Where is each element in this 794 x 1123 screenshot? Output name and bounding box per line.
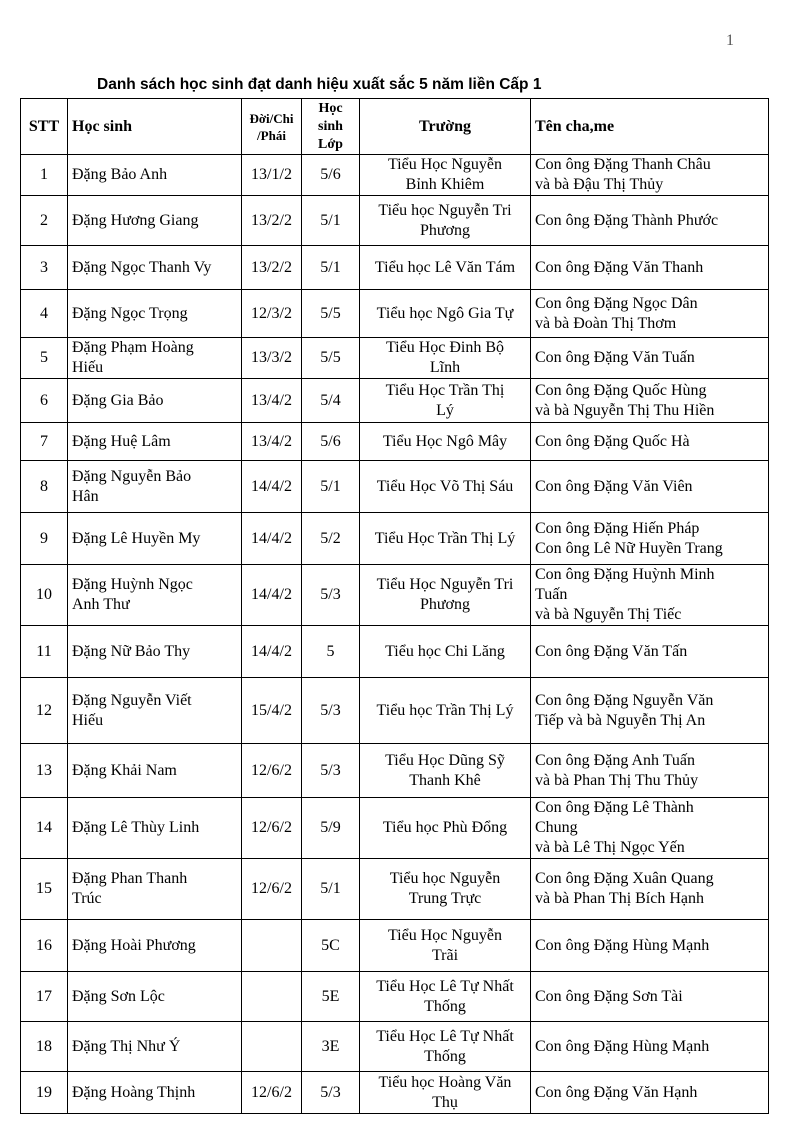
row-school: Tiểu Học Trần Thị Lý bbox=[374, 529, 516, 547]
row-grade-cell bbox=[302, 744, 360, 798]
header-grade bbox=[302, 99, 360, 155]
row-dob-cell bbox=[242, 423, 302, 461]
row-stt-cell bbox=[21, 678, 68, 744]
row-grade: 5/6 bbox=[320, 166, 341, 183]
table-row bbox=[21, 678, 769, 744]
page-number: 1 bbox=[726, 32, 734, 49]
row-dob: 13/4/2 bbox=[251, 432, 292, 450]
row-parents: Con ông Đặng Anh Tuấn và bà Phan Thị Thu Thủy bbox=[535, 751, 699, 789]
row-parents: Con ông Đặng Văn Thanh bbox=[535, 258, 704, 276]
row-grade: 5/1 bbox=[320, 477, 341, 495]
row-school: Tiểu học Lê Văn Tám bbox=[374, 258, 516, 276]
row-school-cell bbox=[360, 626, 531, 678]
row-parents: Con ông Đặng Huỳnh Minh Tuấn và bà Nguyễn Thị Tiếc bbox=[535, 566, 715, 623]
row-grade-cell bbox=[302, 1072, 360, 1114]
row-parents-cell bbox=[531, 513, 769, 565]
row-grade: 5E bbox=[321, 987, 340, 1005]
row-grade-cell bbox=[302, 461, 360, 513]
row-stt-cell bbox=[21, 1072, 68, 1114]
row-student-name-cell bbox=[68, 338, 242, 379]
row-student-name: Đặng Thị Như Ý bbox=[72, 1037, 181, 1055]
table-body bbox=[21, 155, 769, 1114]
row-dob: 12/6/2 bbox=[251, 819, 292, 836]
row-dob-cell bbox=[242, 920, 302, 972]
row-parents: Con ông Đặng Sơn Tài bbox=[535, 987, 683, 1005]
row-dob: 13/4/2 bbox=[251, 391, 292, 409]
row-parents: Con ông Đặng Hùng Mạnh bbox=[535, 936, 710, 954]
row-student-name-cell bbox=[68, 155, 242, 196]
row-stt-cell bbox=[21, 920, 68, 972]
table-row bbox=[21, 626, 769, 678]
row-parents: Con ông Đặng Quốc Hùng và bà Nguyễn Thị Thu Hiền bbox=[535, 381, 715, 419]
row-grade-cell bbox=[302, 798, 360, 859]
row-dob: 14/4/2 bbox=[251, 586, 292, 603]
row-school: Tiểu Học Võ Thị Sáu bbox=[376, 477, 514, 495]
row-dob: 15/4/2 bbox=[251, 701, 292, 719]
row-student-name-cell bbox=[68, 626, 242, 678]
row-dob: 12/6/2 bbox=[251, 880, 292, 897]
row-student-name-cell bbox=[68, 246, 242, 290]
row-stt: 6 bbox=[40, 391, 48, 409]
row-student-name: Đặng Huỳnh Ngọc Anh Thư bbox=[72, 576, 193, 613]
row-school-cell bbox=[360, 1072, 531, 1114]
row-school: Tiểu Học Lê Tự Nhất Thống bbox=[376, 1027, 514, 1065]
row-stt-cell bbox=[21, 565, 68, 626]
header-grade-text: Học sinh Lớp bbox=[318, 100, 343, 152]
row-parents: Con ông Đặng Thành Phước bbox=[535, 211, 719, 229]
row-school-cell bbox=[360, 744, 531, 798]
row-parents-cell bbox=[531, 290, 769, 338]
row-dob-cell bbox=[242, 155, 302, 196]
row-dob: 14/4/2 bbox=[251, 642, 292, 660]
row-student-name: Đặng Phạm Hoàng Hiếu bbox=[72, 339, 194, 376]
row-parents: Con ông Đặng Xuân Quang và bà Phan Thị Bích Hạnh bbox=[535, 870, 714, 907]
row-stt: 16 bbox=[36, 936, 52, 954]
row-dob-cell bbox=[242, 859, 302, 920]
row-stt: 14 bbox=[36, 819, 52, 836]
row-stt-cell bbox=[21, 513, 68, 565]
row-school: Tiểu Học Trần Thị Lý bbox=[385, 381, 505, 419]
document-title: Danh sách học sinh đạt danh hiệu xuất sắc 5 năm liền Cấp 1 bbox=[97, 76, 542, 93]
row-grade: 5/1 bbox=[320, 211, 341, 229]
row-student-name: Đặng Ngọc Thanh Vy bbox=[72, 258, 212, 276]
header-stt: STT bbox=[21, 99, 68, 155]
row-student-name: Đặng Lê Thùy Linh bbox=[72, 819, 200, 836]
row-dob-cell bbox=[242, 196, 302, 246]
row-grade: 5/5 bbox=[320, 349, 341, 366]
row-student-name-cell bbox=[68, 1072, 242, 1114]
row-stt-cell bbox=[21, 744, 68, 798]
row-parents: Con ông Đặng Nguyễn Văn Tiếp và bà Nguyễn Thị An bbox=[535, 691, 714, 729]
header-student: Học sinh bbox=[68, 99, 242, 155]
row-school: Tiểu Học Nguyễn Tri Phương bbox=[376, 576, 514, 613]
row-school-cell bbox=[360, 513, 531, 565]
row-student-name: Đặng Hoàng Thịnh bbox=[72, 1083, 196, 1101]
row-student-name-cell bbox=[68, 461, 242, 513]
row-dob-cell bbox=[242, 678, 302, 744]
row-stt: 4 bbox=[40, 304, 48, 322]
row-school-cell bbox=[360, 565, 531, 626]
row-stt-cell bbox=[21, 196, 68, 246]
row-school: Tiểu Học Nguyễn Bỉnh Khiêm bbox=[387, 156, 503, 193]
row-student-name-cell bbox=[68, 1022, 242, 1072]
row-parents-cell bbox=[531, 565, 769, 626]
row-student-name: Đặng Hoài Phương bbox=[72, 936, 196, 954]
row-parents-cell bbox=[531, 246, 769, 290]
row-stt: 5 bbox=[40, 349, 48, 366]
row-school: Tiểu Học Đinh Bộ Lĩnh bbox=[385, 339, 505, 376]
table-row bbox=[21, 290, 769, 338]
row-stt-cell bbox=[21, 798, 68, 859]
row-school-cell bbox=[360, 859, 531, 920]
row-stt: 18 bbox=[36, 1037, 52, 1055]
row-grade-cell bbox=[302, 859, 360, 920]
table-row bbox=[21, 859, 769, 920]
row-dob-cell bbox=[242, 290, 302, 338]
row-parents-cell bbox=[531, 461, 769, 513]
row-school-cell bbox=[360, 155, 531, 196]
row-student-name-cell bbox=[68, 859, 242, 920]
row-parents: Con ông Đặng Văn Tấn bbox=[535, 642, 688, 660]
row-grade-cell bbox=[302, 196, 360, 246]
row-dob-cell bbox=[242, 246, 302, 290]
row-school-cell bbox=[360, 1022, 531, 1072]
row-school: Tiểu học Phù Đổng bbox=[382, 819, 508, 836]
row-stt: 13 bbox=[36, 761, 52, 779]
row-stt-cell bbox=[21, 1022, 68, 1072]
row-grade-cell bbox=[302, 338, 360, 379]
row-dob-cell bbox=[242, 798, 302, 859]
row-school: Tiểu học Nguyễn Tri Phương bbox=[378, 201, 512, 239]
row-stt-cell bbox=[21, 338, 68, 379]
row-student-name-cell bbox=[68, 290, 242, 338]
row-student-name: Đặng Gia Bảo bbox=[72, 391, 164, 409]
row-grade-cell bbox=[302, 920, 360, 972]
row-parents-cell bbox=[531, 155, 769, 196]
row-stt: 11 bbox=[36, 642, 52, 660]
row-student-name: Đặng Phan Thanh Trúc bbox=[72, 870, 188, 907]
row-parents: Con ông Đặng Văn Hạnh bbox=[535, 1083, 698, 1101]
row-grade-cell bbox=[302, 678, 360, 744]
row-parents: Con ông Đặng Ngọc Dân và bà Đoàn Thị Thơm bbox=[535, 294, 698, 332]
row-student-name-cell bbox=[68, 920, 242, 972]
row-grade: 5/3 bbox=[320, 701, 341, 719]
row-grade: 5/3 bbox=[320, 1083, 341, 1101]
row-grade: 5 bbox=[326, 642, 335, 660]
row-school: Tiểu Học Lê Tự Nhất Thống bbox=[376, 977, 514, 1015]
row-school: Tiểu học Nguyễn Trung Trực bbox=[389, 870, 501, 907]
row-parents: Con ông Đặng Thanh Châu và bà Đậu Thị Thủy bbox=[535, 156, 711, 193]
row-student-name: Đặng Huệ Lâm bbox=[72, 432, 171, 450]
row-stt-cell bbox=[21, 246, 68, 290]
table-header-row bbox=[21, 99, 769, 155]
row-stt-cell bbox=[21, 379, 68, 423]
row-stt: 17 bbox=[36, 987, 52, 1005]
row-stt-cell bbox=[21, 859, 68, 920]
row-school: Tiểu Học Dũng Sỹ Thanh Khê bbox=[385, 751, 505, 789]
row-grade: 5/9 bbox=[320, 819, 341, 836]
row-stt: 19 bbox=[36, 1083, 52, 1101]
row-student-name-cell bbox=[68, 196, 242, 246]
row-student-name-cell bbox=[68, 379, 242, 423]
row-parents-cell bbox=[531, 798, 769, 859]
row-dob-cell bbox=[242, 565, 302, 626]
row-school: Tiểu học Hoàng Văn Thụ bbox=[378, 1073, 512, 1111]
row-grade-cell bbox=[302, 626, 360, 678]
row-stt: 9 bbox=[40, 529, 48, 547]
row-student-name-cell bbox=[68, 678, 242, 744]
row-grade: 3E bbox=[321, 1037, 340, 1055]
row-dob-cell bbox=[242, 626, 302, 678]
table-row bbox=[21, 1022, 769, 1072]
row-school-cell bbox=[360, 920, 531, 972]
row-dob: 13/2/2 bbox=[251, 258, 292, 276]
row-dob-cell bbox=[242, 461, 302, 513]
row-parents: Con ông Đặng Quốc Hà bbox=[535, 432, 690, 450]
row-parents-cell bbox=[531, 196, 769, 246]
row-school-cell bbox=[360, 379, 531, 423]
table-row bbox=[21, 379, 769, 423]
table-row bbox=[21, 1072, 769, 1114]
row-stt: 1 bbox=[40, 166, 48, 183]
row-dob: 12/6/2 bbox=[251, 761, 292, 779]
row-parents-cell bbox=[531, 678, 769, 744]
table-row bbox=[21, 338, 769, 379]
row-stt: 3 bbox=[40, 258, 48, 276]
row-dob: 14/4/2 bbox=[251, 529, 292, 547]
table-row bbox=[21, 423, 769, 461]
row-grade-cell bbox=[302, 1022, 360, 1072]
row-grade: 5/1 bbox=[320, 258, 341, 276]
row-dob: 13/1/2 bbox=[251, 166, 292, 183]
row-parents: Con ông Đặng Hiến Pháp Con ông Lê Nữ Huyền Trang bbox=[535, 519, 723, 557]
row-student-name-cell bbox=[68, 798, 242, 859]
table-row bbox=[21, 155, 769, 196]
row-student-name: Đặng Khải Nam bbox=[72, 761, 177, 779]
row-dob-cell bbox=[242, 1022, 302, 1072]
row-student-name: Đặng Bảo Anh bbox=[72, 166, 168, 183]
table-row bbox=[21, 744, 769, 798]
table-row bbox=[21, 513, 769, 565]
header-dob-text: Đời/Chi /Phái bbox=[249, 110, 294, 143]
row-dob-cell bbox=[242, 744, 302, 798]
row-student-name: Đặng Sơn Lộc bbox=[72, 987, 165, 1005]
row-grade: 5/3 bbox=[320, 761, 341, 779]
row-school-cell bbox=[360, 246, 531, 290]
row-school: Tiểu học Trần Thị Lý bbox=[376, 701, 514, 719]
table-row bbox=[21, 461, 769, 513]
row-school-cell bbox=[360, 196, 531, 246]
row-school-cell bbox=[360, 972, 531, 1022]
row-parents-cell bbox=[531, 423, 769, 461]
row-stt: 7 bbox=[40, 432, 48, 450]
row-grade: 5/1 bbox=[320, 880, 341, 897]
row-grade-cell bbox=[302, 565, 360, 626]
row-grade: 5C bbox=[321, 936, 340, 954]
row-grade: 5/2 bbox=[320, 529, 341, 547]
row-student-name: Đặng Ngọc Trọng bbox=[72, 304, 188, 322]
row-parents-cell bbox=[531, 626, 769, 678]
row-parents: Con ông Đặng Văn Tuấn bbox=[535, 349, 695, 366]
row-school: Tiểu học Chi Lăng bbox=[385, 642, 505, 660]
row-grade-cell bbox=[302, 290, 360, 338]
row-student-name: Đặng Lê Huyền My bbox=[72, 529, 201, 547]
row-stt-cell bbox=[21, 972, 68, 1022]
header-school: Trường bbox=[360, 99, 531, 155]
row-grade-cell bbox=[302, 423, 360, 461]
row-dob: 12/3/2 bbox=[251, 304, 292, 322]
row-parents-cell bbox=[531, 920, 769, 972]
row-dob-cell bbox=[242, 338, 302, 379]
row-dob-cell bbox=[242, 1072, 302, 1114]
table-row bbox=[21, 798, 769, 859]
row-dob: 13/2/2 bbox=[251, 211, 292, 229]
row-parents: Con ông Đặng Văn Viên bbox=[535, 477, 693, 495]
table-row bbox=[21, 246, 769, 290]
row-stt-cell bbox=[21, 461, 68, 513]
row-stt: 15 bbox=[36, 880, 52, 897]
row-student-name-cell bbox=[68, 423, 242, 461]
row-stt-cell bbox=[21, 423, 68, 461]
row-grade-cell bbox=[302, 246, 360, 290]
table-row bbox=[21, 565, 769, 626]
table-row bbox=[21, 920, 769, 972]
row-school-cell bbox=[360, 678, 531, 744]
row-school-cell bbox=[360, 338, 531, 379]
row-grade: 5/5 bbox=[320, 304, 341, 322]
students-table bbox=[20, 98, 769, 1114]
row-student-name-cell bbox=[68, 565, 242, 626]
row-student-name: Đặng Hương Giang bbox=[72, 211, 199, 229]
row-student-name: Đặng Nguyễn Viết Hiếu bbox=[72, 691, 192, 729]
row-parents-cell bbox=[531, 338, 769, 379]
row-student-name: Đặng Nguyễn Bảo Hân bbox=[72, 467, 192, 505]
row-parents-cell bbox=[531, 1072, 769, 1114]
table-row bbox=[21, 196, 769, 246]
row-school-cell bbox=[360, 798, 531, 859]
row-stt-cell bbox=[21, 290, 68, 338]
row-stt-cell bbox=[21, 155, 68, 196]
row-stt: 10 bbox=[36, 586, 52, 603]
row-dob: 14/4/2 bbox=[251, 477, 292, 495]
row-school-cell bbox=[360, 461, 531, 513]
row-grade-cell bbox=[302, 513, 360, 565]
header-dob bbox=[242, 99, 302, 155]
row-dob: 13/3/2 bbox=[251, 349, 292, 366]
row-parents-cell bbox=[531, 379, 769, 423]
row-parents: Con ông Đặng Lê Thành Chung và bà Lê Thị Ngọc Yến bbox=[535, 799, 694, 856]
row-parents-cell bbox=[531, 1022, 769, 1072]
row-school: Tiểu học Ngô Gia Tự bbox=[376, 304, 514, 322]
row-dob: 12/6/2 bbox=[251, 1083, 292, 1101]
row-grade: 5/3 bbox=[320, 586, 341, 603]
row-grade: 5/6 bbox=[320, 432, 341, 450]
row-student-name: Đặng Nữ Bảo Thy bbox=[72, 642, 191, 660]
row-grade-cell bbox=[302, 972, 360, 1022]
row-dob-cell bbox=[242, 513, 302, 565]
row-grade-cell bbox=[302, 155, 360, 196]
row-dob-cell bbox=[242, 972, 302, 1022]
row-student-name-cell bbox=[68, 972, 242, 1022]
row-dob-cell bbox=[242, 379, 302, 423]
row-school-cell bbox=[360, 290, 531, 338]
row-grade-cell bbox=[302, 379, 360, 423]
table-row bbox=[21, 972, 769, 1022]
row-school-cell bbox=[360, 423, 531, 461]
row-parents-cell bbox=[531, 972, 769, 1022]
row-student-name-cell bbox=[68, 513, 242, 565]
row-parents: Con ông Đặng Hùng Mạnh bbox=[535, 1037, 710, 1055]
row-stt: 2 bbox=[40, 211, 48, 229]
row-stt: 8 bbox=[40, 477, 48, 495]
row-school: Tiểu Học Nguyễn Trãi bbox=[387, 926, 503, 964]
header-parents: Tên cha,me bbox=[531, 99, 769, 155]
row-stt-cell bbox=[21, 626, 68, 678]
row-parents-cell bbox=[531, 744, 769, 798]
row-parents-cell bbox=[531, 859, 769, 920]
row-stt: 12 bbox=[36, 701, 52, 719]
row-school: Tiểu Học Ngô Mây bbox=[382, 432, 508, 450]
row-grade: 5/4 bbox=[320, 391, 341, 409]
row-student-name-cell bbox=[68, 744, 242, 798]
